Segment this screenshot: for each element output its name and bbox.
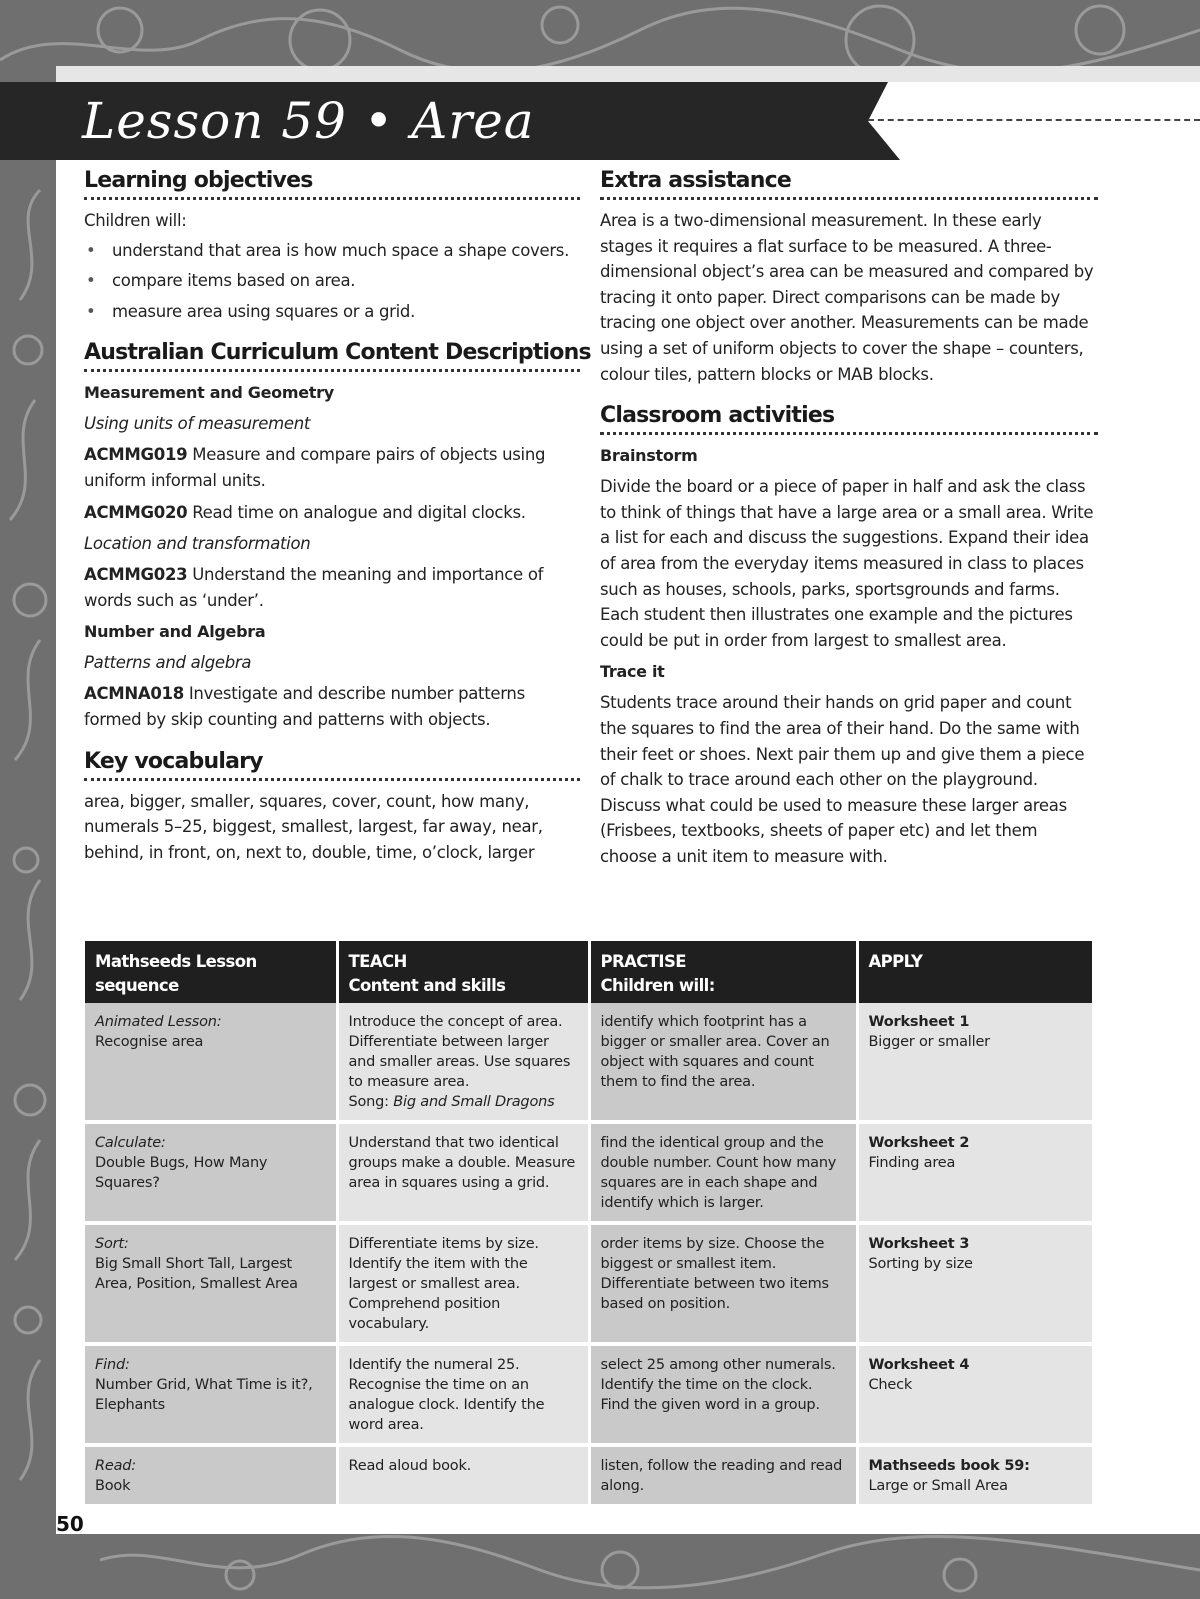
sequence-cell: Sort: Big Small Short Tall, Largest Area, Position, Smallest Area xyxy=(85,1223,337,1344)
curriculum-item: ACMMG019 Measure and compare pairs of objects using uniform informal units. xyxy=(84,445,546,490)
vocab-heading: Key vocabulary xyxy=(84,749,580,781)
right-column xyxy=(600,168,1098,875)
lesson-sequence-table xyxy=(85,941,1095,1504)
apply-cell: Mathseeds book 59: Large or Small Area xyxy=(857,1445,1093,1504)
objectives-list xyxy=(84,238,580,325)
sequence-cell: Read: Book xyxy=(85,1445,337,1504)
curriculum-item: ACMMG020 Read time on analogue and digital clocks. xyxy=(84,502,526,522)
practise-cell: identify which footprint has a bigger or smaller area. Cover an object with squares and count them to find the area. xyxy=(589,1003,857,1122)
curriculum-item: ACMNA018 Investigate and describe number patterns formed by skip counting and patterns with objects. xyxy=(84,684,525,729)
strand-measurement: Measurement and Geometry xyxy=(84,383,334,403)
teach-cell: Read aloud book. xyxy=(337,1445,589,1504)
header-sequence: Mathseeds Lesson sequence xyxy=(85,941,337,1003)
bullet-icon: • xyxy=(86,240,96,260)
left-column xyxy=(84,168,591,871)
list-item: • measure area using squares or a grid. xyxy=(84,299,580,325)
objectives-heading: Learning objectives xyxy=(84,168,580,200)
strand-number: Number and Algebra xyxy=(84,622,266,642)
substrand-units: Using units of measurement xyxy=(84,414,311,434)
teach-cell: Understand that two identical groups make a double. Measure area in squares using a grid. xyxy=(337,1122,589,1223)
table-header-row xyxy=(85,941,1093,1003)
practise-cell: select 25 among other numerals. Identify the time on the clock. Find the given word in a group. xyxy=(589,1344,857,1445)
header-teach: TEACH Content and skills xyxy=(337,941,589,1003)
curriculum-item: ACMMG023 Understand the meaning and importance of words such as ‘under’. xyxy=(84,565,544,610)
practise-cell: order items by size. Choose the biggest or smallest item. Differentiate between two items based on position. xyxy=(589,1223,857,1344)
bullet-icon: • xyxy=(86,301,96,321)
apply-cell: Worksheet 2 Finding area xyxy=(857,1122,1093,1223)
apply-cell: Worksheet 1 Bigger or smaller xyxy=(857,1003,1093,1122)
extra-heading: Extra assistance xyxy=(600,168,1098,200)
bullet-icon: • xyxy=(86,271,96,291)
activity-text: Divide the board or a piece of paper in half and ask the class to think of things that have a large area or a small area. Write a list for each and discuss the suggestions. Expand their idea of area from the everyday items measured in class to places such as houses, schools, parks, sportsgrounds and farms. Each student then illustrates one example and the pictures could be put in order from largest to smallest area. xyxy=(600,477,1094,650)
table-row xyxy=(85,1344,1093,1445)
sequence-cell: Find: Number Grid, What Time is it?, Elephants xyxy=(85,1344,337,1445)
activity-title: Trace it xyxy=(600,662,665,682)
table-row xyxy=(85,1122,1093,1223)
title-dash-line xyxy=(868,119,1200,121)
substrand-patterns: Patterns and algebra xyxy=(84,653,252,673)
list-item: • understand that area is how much space a shape covers. xyxy=(84,238,580,264)
activity-title: Brainstorm xyxy=(600,446,698,466)
teach-cell: Identify the numeral 25. Recognise the time on an analogue clock. Identify the word area. xyxy=(337,1344,589,1445)
extra-text: Area is a two-dimensional measurement. In these early stages it requires a flat surface to be measured. A three-dimensional object’s area can be measured and compared by tracing it onto paper. Direct comparisons can be made by tracing one object over another. Measurements can be made using a set of uniform objects to cover the shape – counters, colour tiles, pattern blocks or MAB blocks. xyxy=(600,211,1094,384)
activities-heading: Classroom activities xyxy=(600,403,1098,435)
sequence-cell: Calculate: Double Bugs, How Many Squares? xyxy=(85,1122,337,1223)
apply-cell: Worksheet 3 Sorting by size xyxy=(857,1223,1093,1344)
table-row xyxy=(85,1003,1093,1122)
practise-cell: listen, follow the reading and read along. xyxy=(589,1445,857,1504)
apply-cell: Worksheet 4 Check xyxy=(857,1344,1093,1445)
teach-cell: Introduce the concept of area. Differentiate between larger and smaller areas. Use squares to measure area. Song: Big and Small Dragons xyxy=(337,1003,589,1122)
curriculum-heading: Australian Curriculum Content Descriptions xyxy=(84,340,580,372)
header-apply: APPLY xyxy=(857,941,1093,1003)
list-item: • compare items based on area. xyxy=(84,268,580,294)
objectives-intro: Children will: xyxy=(84,211,187,230)
practise-cell: find the identical group and the double number. Count how many squares are in each shape and identify which is larger. xyxy=(589,1122,857,1223)
substrand-location: Location and transformation xyxy=(84,534,311,554)
teach-cell: Differentiate items by size. Identify the item with the largest or smallest area. Comprehend position vocabulary. xyxy=(337,1223,589,1344)
sequence-cell: Animated Lesson: Recognise area xyxy=(85,1003,337,1122)
header-practise: PRACTISE Children will: xyxy=(589,941,857,1003)
page-title: Lesson 59 • Area xyxy=(82,92,535,150)
page-top-strip xyxy=(56,66,1200,82)
activity-text: Students trace around their hands on grid paper and count the squares to find the area of their hand. Do the same with their feet or shoes. Next pair them up and give them a piece of chalk to trace around each other on the playground. Discuss what could be used to measure these larger areas (Frisbees, textbooks, sheets of paper etc) and let them choose a unit item to measure with. xyxy=(600,693,1085,866)
page-number: 50 xyxy=(56,1512,84,1536)
table-row xyxy=(85,1445,1093,1504)
vocab-text: area, bigger, smaller, squares, cover, count, how many, numerals 5–25, biggest, smallest, largest, far away, near, behind, in front, on, next to, double, time, o’clock, larger xyxy=(84,791,543,862)
table-row xyxy=(85,1223,1093,1344)
